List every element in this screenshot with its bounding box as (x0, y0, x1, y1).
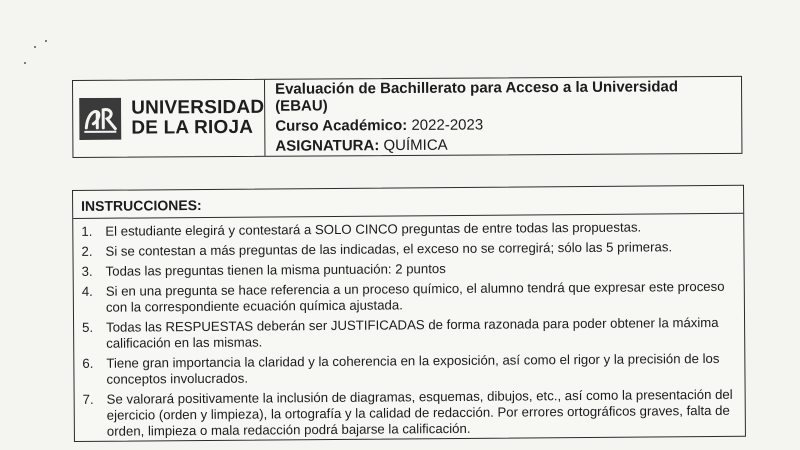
exam-title: Evaluación de Bachillerato para Acceso a la Universidad (EBAU) (275, 78, 679, 115)
exam-info (265, 77, 741, 156)
academic-course (275, 115, 731, 135)
course-label: Curso Académico: (275, 116, 408, 135)
university-name-line1: UNIVERSIDAD (131, 96, 265, 119)
instruction-item: 6. Tiene gran importancia la claridad y la coherencia en la exposición, así como el rigor y la precisión de los conceptos involucrados. (82, 350, 720, 387)
instruction-item: 3. Todas las preguntas tienen la misma puntuación: 2 puntos (81, 261, 446, 279)
instructions-list (73, 214, 745, 440)
university-logo-icon (79, 98, 121, 140)
instructions-box (72, 185, 746, 442)
course-value: 2022-2023 (411, 116, 484, 134)
instructions-title: INSTRUCCIONES: (73, 186, 743, 219)
subject-value: QUÍMICA (383, 136, 448, 155)
instruction-item: 2. Si se contestan a más preguntas de las indicadas, el exceso no se corregirá; sólo las 5 primeras. (81, 239, 673, 259)
exam-header (72, 76, 742, 158)
university-name (131, 98, 264, 139)
university-name-line2: DE LA RIOJA (131, 116, 254, 139)
instruction-item: 5. Todas las RESPUESTAS deberán ser JUSTIFICADAS de forma razonada para poder obtener la máxima calificación en las mismas. (82, 314, 719, 351)
instruction-item: 4. Si en una pregunta se hace referencia a un proceso químico, el alumno tendrá que expresar este proceso con la correspondiente ecuación química ajustada. (81, 278, 725, 315)
subject-label: ASIGNATURA: (275, 137, 380, 155)
subject (275, 135, 731, 155)
instruction-item: 1. El estudiante elegirá y contestará a SOLO CINCO preguntas de entre todas las propuestas. (81, 219, 642, 239)
instruction-item: 7. Se valorará positivamente la inclusión de diagramas, esquemas, dibujos, etc., así como la presentación del ejercicio (orden y limpieza), la ortografía y la calidad de redacción. Por errores ortográficos graves, falta de orden, limpieza o mala redacción podrá bajarse la calificación. (82, 386, 733, 439)
university-logo (73, 80, 265, 157)
